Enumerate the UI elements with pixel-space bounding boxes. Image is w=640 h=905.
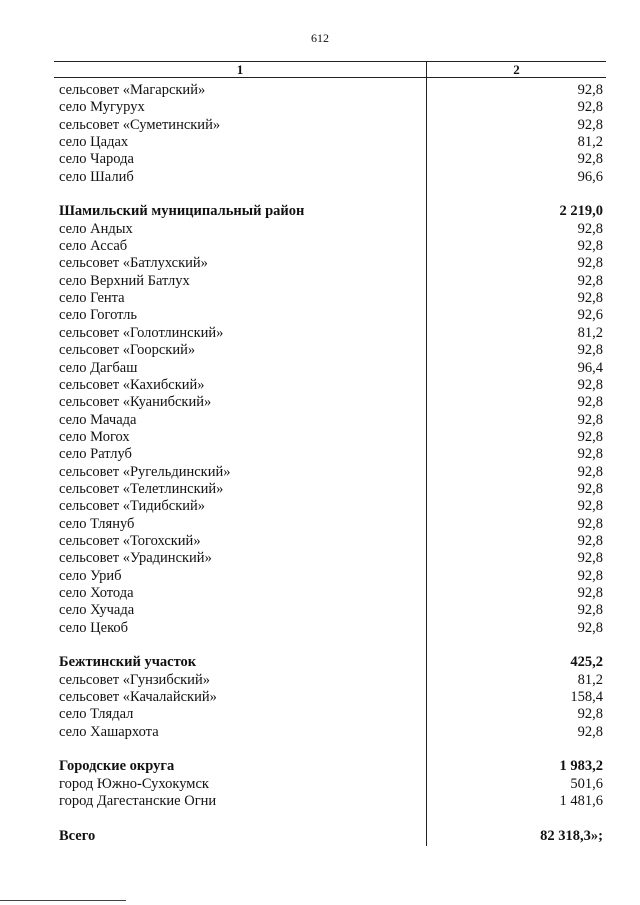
- row-value: 92,8: [577, 255, 603, 272]
- row-value: 92,8: [577, 723, 603, 740]
- table-row: [54, 568, 606, 585]
- page-number: 612: [311, 31, 329, 45]
- table-spacer: [54, 637, 606, 654]
- row-value: 92,8: [577, 515, 603, 532]
- row-value: 92,8: [577, 532, 603, 549]
- row-name: село Хучада: [59, 602, 135, 619]
- row-name: Всего: [59, 827, 96, 844]
- row-value: 92,8: [577, 99, 603, 116]
- row-name: город Дагестанские Огни: [59, 793, 217, 810]
- row-value: 92,8: [577, 480, 603, 497]
- row-name: село Мачада: [59, 411, 137, 428]
- data-table: [54, 61, 606, 846]
- row-name: сельсовет «Гунзибский»: [59, 671, 210, 688]
- row-name: сельсовет «Тидибский»: [59, 498, 206, 515]
- row-name: сельсовет «Голотлинский»: [59, 324, 224, 341]
- row-name: село Андых: [59, 220, 133, 237]
- row-value: 2 219,0: [559, 203, 603, 220]
- row-name: сельсовет «Гоорский»: [59, 342, 196, 359]
- row-value: 92,8: [577, 290, 603, 307]
- row-name: сельсовет «Магарский»: [59, 82, 206, 98]
- table-row: [54, 394, 606, 411]
- table-row: [54, 689, 606, 706]
- table-header: [54, 61, 606, 78]
- table-row: [54, 255, 606, 272]
- table-section-row: [54, 758, 606, 775]
- row-value: 92,8: [577, 567, 603, 584]
- row-value: 1 983,2: [559, 758, 603, 775]
- row-value: 81,2: [577, 134, 603, 151]
- row-name: село Тлянуб: [59, 515, 135, 532]
- table-row: [54, 412, 606, 429]
- row-name: Бежтинский участок: [59, 654, 197, 671]
- row-name: сельсовет «Урадинский»: [59, 550, 212, 567]
- table-row: [54, 82, 606, 99]
- table-row: [54, 672, 606, 689]
- table-row: [54, 151, 606, 168]
- row-value: 92,8: [577, 446, 603, 463]
- row-value: 92,8: [577, 584, 603, 601]
- row-name: Шамильский муниципальный район: [59, 203, 305, 220]
- table-row: [54, 516, 606, 533]
- table-spacer: [54, 741, 606, 758]
- row-name: сельсовет «Кахибский»: [59, 376, 205, 393]
- table-row: [54, 620, 606, 637]
- row-name: сельсовет «Телетлинский»: [59, 480, 224, 497]
- row-name: сельсовет «Батлухский»: [59, 255, 208, 272]
- row-name: сельсовет «Суметинский»: [59, 116, 221, 133]
- row-value: 92,8: [577, 82, 603, 98]
- table-section-row: [54, 828, 606, 845]
- footnote-divider: [0, 900, 126, 901]
- table-row: [54, 221, 606, 238]
- row-value: 158,4: [570, 689, 603, 706]
- row-name: село Цекоб: [59, 619, 129, 636]
- row-name: село Чарода: [59, 151, 134, 168]
- row-name: село Ассаб: [59, 238, 128, 255]
- row-value: 501,6: [570, 775, 603, 792]
- table-row: [54, 99, 606, 116]
- row-name: город Южно-Сухокумск: [59, 775, 209, 792]
- table-row: [54, 429, 606, 446]
- table-row: [54, 464, 606, 481]
- table-row: [54, 533, 606, 550]
- table-row: [54, 793, 606, 810]
- row-value: 92,8: [577, 272, 603, 289]
- table-row: [54, 117, 606, 134]
- table-spacer: [54, 186, 606, 203]
- table-row: [54, 325, 606, 342]
- row-name: село Гента: [59, 290, 125, 307]
- table-row: [54, 585, 606, 602]
- row-value: 96,6: [577, 168, 603, 185]
- table-row: [54, 776, 606, 793]
- table-spacer: [54, 810, 606, 827]
- row-name: село Цадах: [59, 134, 129, 151]
- row-value: 92,8: [577, 411, 603, 428]
- row-name: село Могох: [59, 428, 130, 445]
- column-header-2: 2: [513, 62, 520, 77]
- row-value: 92,8: [577, 116, 603, 133]
- row-value: 92,6: [577, 307, 603, 324]
- table-row: [54, 134, 606, 151]
- row-value: 92,8: [577, 238, 603, 255]
- row-name: село Тлядал: [59, 706, 134, 723]
- row-value: 92,8: [577, 619, 603, 636]
- row-name: село Хотода: [59, 584, 134, 601]
- row-value: 92,8: [577, 342, 603, 359]
- row-name: село Мугурух: [59, 99, 145, 116]
- row-name: сельсовет «Ругельдинский»: [59, 463, 231, 480]
- table-row: [54, 273, 606, 290]
- table-row: [54, 550, 606, 567]
- row-value: 92,8: [577, 394, 603, 411]
- table-row: [54, 481, 606, 498]
- row-name: село Хашархота: [59, 723, 159, 740]
- row-value: 92,8: [577, 463, 603, 480]
- row-value: 92,8: [577, 706, 603, 723]
- row-name: Городские округа: [59, 758, 175, 775]
- row-value: 92,8: [577, 550, 603, 567]
- table-row: [54, 290, 606, 307]
- table-row: [54, 446, 606, 463]
- table-row: [54, 307, 606, 324]
- row-value: 92,8: [577, 428, 603, 445]
- row-name: сельсовет «Качалайский»: [59, 689, 217, 706]
- row-name: село Шалиб: [59, 168, 134, 185]
- row-value: 1 481,6: [559, 793, 603, 810]
- row-name: село Дагбаш: [59, 359, 138, 376]
- column-header-1: 1: [236, 62, 244, 77]
- row-name: село Уриб: [59, 567, 122, 584]
- row-value: 92,8: [577, 602, 603, 619]
- row-name: сельсовет «Тогохский»: [59, 532, 201, 549]
- row-value: 92,8: [577, 151, 603, 168]
- table-row: [54, 602, 606, 619]
- table-body: [54, 82, 606, 845]
- row-name: село Ратлуб: [59, 446, 132, 463]
- table-row: [54, 342, 606, 359]
- row-value: 92,8: [577, 498, 603, 515]
- table-row: [54, 360, 606, 377]
- row-value: 92,8: [577, 376, 603, 393]
- table-row: [54, 706, 606, 723]
- table-row: [54, 238, 606, 255]
- row-name: село Верхний Батлух: [59, 272, 190, 289]
- row-value: 81,2: [577, 671, 603, 688]
- row-name: сельсовет «Куанибский»: [59, 394, 212, 411]
- row-name: село Гоготль: [59, 307, 137, 324]
- row-value: 82 318,3»;: [540, 827, 603, 844]
- table-section-row: [54, 654, 606, 671]
- table-row: [54, 169, 606, 186]
- row-value: 81,2: [577, 324, 603, 341]
- row-value: 92,8: [577, 220, 603, 237]
- table-section-row: [54, 203, 606, 220]
- row-value: 425,2: [570, 654, 603, 671]
- table-row: [54, 724, 606, 741]
- table-row: [54, 498, 606, 515]
- row-value: 96,4: [577, 359, 603, 376]
- table-row: [54, 377, 606, 394]
